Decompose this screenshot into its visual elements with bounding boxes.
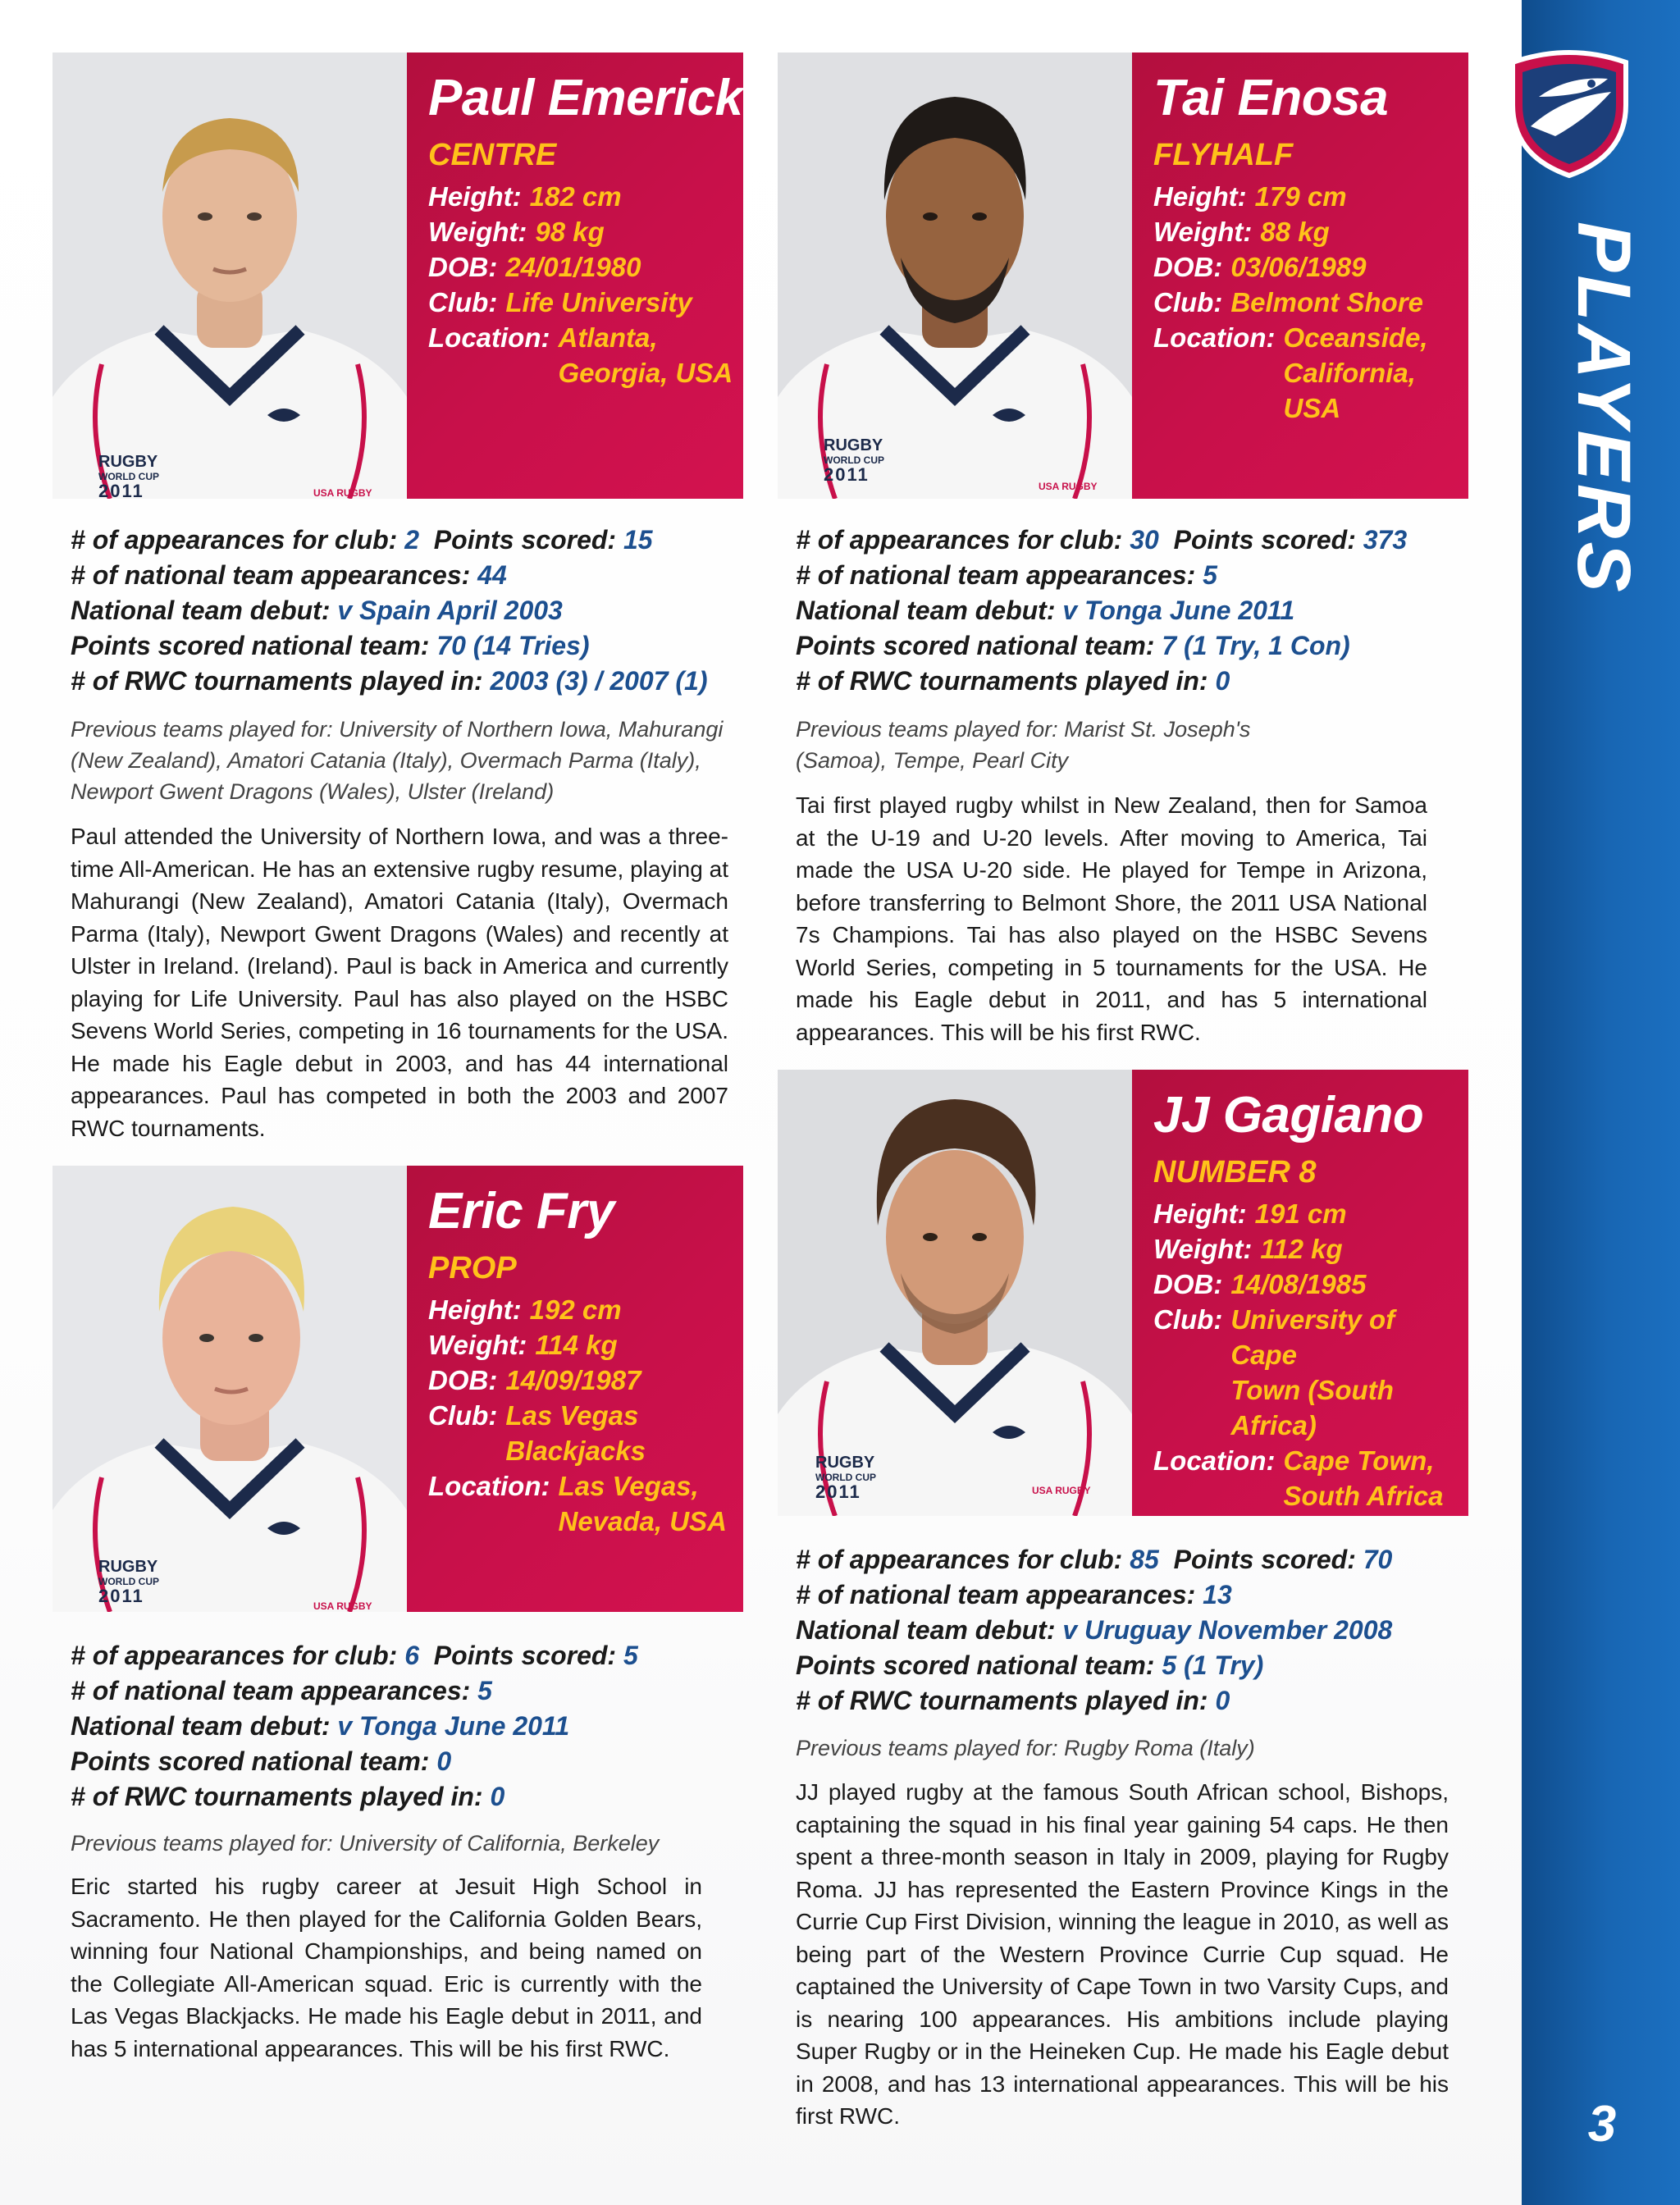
page-number: 3 <box>1587 2096 1617 2152</box>
section-title: PLAYERS <box>1562 221 1646 596</box>
fact-dob <box>428 249 743 285</box>
stat-label: # of RWC tournaments played in: <box>71 1782 483 1811</box>
previous-teams: Previous teams played for: Marist St. Joseph's (Samoa), Tempe, Pearl City <box>796 717 1251 773</box>
stat-value: 2 <box>404 525 420 555</box>
fact-value: 03/06/1989 <box>1230 252 1367 282</box>
stat-value: 5 <box>477 1676 492 1705</box>
stat-label: Points scored: <box>1173 525 1356 555</box>
rwc-badge-year: 2011 <box>824 464 870 485</box>
fact-dob <box>1153 1267 1468 1302</box>
rwc-badge <box>98 454 205 499</box>
player-name: JJ Gagiano <box>1153 1087 1424 1144</box>
fact-value: 192 cm <box>529 1294 622 1325</box>
player-info-panel <box>407 1166 743 1612</box>
fact-label: Weight: <box>428 1330 527 1360</box>
stat-label: # of appearances for club: <box>71 1641 398 1670</box>
player-card <box>778 1070 1468 1516</box>
fact-label: Weight: <box>1153 1234 1253 1264</box>
fact-location <box>428 1468 743 1539</box>
stat-debut <box>796 1613 1468 1648</box>
fact-value: Las Vegas, Nevada, USA <box>558 1471 727 1536</box>
player-position: NUMBER 8 <box>1153 1155 1317 1189</box>
stat-rwc <box>71 664 743 699</box>
stat-points-national <box>796 628 1468 664</box>
stat-value: v Tonga June 2011 <box>337 1711 570 1741</box>
player-bio: Paul attended the University of Northern Iowa, and was a three-time All-American. He has an extensive rugby resume, playing at Mahurangi (New Zealand), Amatori Catania (Italy), Overmach Parma (Italy), Newport Gwent Dragons (Wales) and recently at Ulster in Ireland. (Ireland). Paul is back in America and currently playing for Life University. Paul has also played on the HSBC Sevens World Series, competing in 16 tournaments for the USA. He made his Eagle debut in 2003, and has 44 international appearances. Paul has competed in both the 2003 and 2007 RWC tournaments. <box>71 824 728 1141</box>
stat-rwc <box>796 1683 1468 1719</box>
player-name: Paul Emerick <box>428 70 743 126</box>
stat-label: Points scored national team: <box>71 631 430 660</box>
stat-label: # of appearances for club: <box>796 525 1123 555</box>
player-position: FLYHALF <box>1153 138 1294 172</box>
stat-label: National team debut: <box>796 596 1056 625</box>
stat-debut <box>796 593 1468 628</box>
fact-value: Life University <box>505 287 692 317</box>
stat-value: v Tonga June 2011 <box>1062 596 1295 625</box>
usa-rugby-badge: USA RUGBY <box>313 1600 372 1612</box>
fact-label: Weight: <box>428 217 527 247</box>
stat-national-apps <box>71 1673 743 1709</box>
fact-value: University of Cape Town (South Africa) <box>1230 1304 1395 1440</box>
fact-value: 98 kg <box>535 217 605 247</box>
fact-value: Belmont Shore <box>1230 287 1424 317</box>
stat-value: 13 <box>1203 1580 1232 1609</box>
fact-value: 24/01/1980 <box>505 252 641 282</box>
fact-label: Club: <box>428 287 498 317</box>
fact-location <box>1153 320 1468 426</box>
player-stats <box>796 1542 1468 1719</box>
stat-rwc <box>71 1779 743 1815</box>
stat-value: 44 <box>477 560 507 590</box>
fact-label: Height: <box>1153 1198 1247 1229</box>
rwc-badge-line1: RUGBY <box>824 436 883 454</box>
fact-location <box>428 320 743 390</box>
player-name: Eric Fry <box>428 1183 614 1239</box>
player-photo <box>52 1166 407 1612</box>
stat-label: National team debut: <box>796 1615 1056 1645</box>
stat-label: # of national team appearances: <box>71 560 471 590</box>
rwc-badge <box>824 436 930 485</box>
rwc-badge <box>98 1559 205 1604</box>
fact-label: DOB: <box>428 1365 498 1395</box>
fact-value: 182 cm <box>529 181 622 212</box>
stat-value: 2003 (3) / 2007 (1) <box>490 666 708 696</box>
rwc-badge-year: 2011 <box>815 1481 861 1502</box>
rwc-badge <box>815 1455 922 1500</box>
rwc-badge-line2: WORLD CUP <box>824 454 884 466</box>
fact-label: Location: <box>1153 1445 1276 1476</box>
stat-value: 0 <box>1215 1686 1230 1715</box>
fact-height <box>428 179 743 214</box>
player-info-panel <box>1132 52 1468 499</box>
player-name: Tai Enosa <box>1153 70 1389 126</box>
stat-value: 5 (1 Try) <box>1162 1650 1264 1680</box>
player-position: CENTRE <box>428 138 557 172</box>
fact-label: Location: <box>1153 322 1276 353</box>
stat-label: # of RWC tournaments played in: <box>796 666 1208 696</box>
previous-teams: Previous teams played for: University of California, Berkeley <box>71 1831 660 1856</box>
stat-value: 7 (1 Try, 1 Con) <box>1162 631 1350 660</box>
fact-label: Club: <box>1153 1304 1223 1335</box>
fact-value: 114 kg <box>535 1330 618 1360</box>
fact-weight <box>1153 214 1468 249</box>
rwc-badge-line1: RUGBY <box>98 1558 158 1576</box>
fact-label: Weight: <box>1153 217 1253 247</box>
fact-weight <box>428 214 743 249</box>
fact-value: Oceanside, California, USA <box>1283 322 1428 423</box>
section-title-rotated <box>1563 221 1645 607</box>
player-info-panel <box>407 52 743 499</box>
player-portrait-illustration <box>52 1166 407 1612</box>
stat-club-apps <box>796 1542 1468 1577</box>
player-bio: Eric started his rugby career at Jesuit High School in Sacramento. He then played for the California Golden Bears, winning four National Championships, and being named on the Collegiate All-American squad. Eric is currently with the Las Vegas Blackjacks. He made his Eagle debut in 2011, and has 5 international appearances. This will be his first RWC. <box>71 1874 702 2061</box>
stat-value: 0 <box>436 1746 452 1776</box>
fact-label: DOB: <box>1153 1269 1223 1299</box>
stat-value: 5 <box>623 1641 638 1670</box>
stat-club-apps <box>71 523 743 558</box>
fact-label: DOB: <box>428 252 498 282</box>
stat-value: v Uruguay November 2008 <box>1062 1615 1393 1645</box>
player-photo <box>52 52 407 499</box>
player-card <box>52 52 743 499</box>
fact-value: 14/09/1987 <box>505 1365 641 1395</box>
stat-value: 0 <box>1215 666 1230 696</box>
player-facts <box>428 1292 743 1539</box>
player-portrait-illustration <box>52 52 407 499</box>
usa-rugby-badge: USA RUGBY <box>1039 481 1098 492</box>
stat-label: Points scored: <box>1173 1545 1356 1574</box>
rwc-badge-year: 2011 <box>98 1586 144 1606</box>
stat-label: # of national team appearances: <box>796 560 1196 590</box>
player-photo <box>778 1070 1132 1516</box>
stat-label: # of national team appearances: <box>796 1580 1196 1609</box>
fact-label: Height: <box>428 181 522 212</box>
fact-value: Las Vegas Blackjacks <box>505 1400 646 1466</box>
fact-value: 112 kg <box>1260 1234 1343 1264</box>
rwc-badge-line1: RUGBY <box>815 1454 875 1472</box>
stat-value: 70 (14 Tries) <box>436 631 590 660</box>
player-portrait-illustration <box>778 1070 1132 1516</box>
player-card <box>778 52 1468 499</box>
fact-label: DOB: <box>1153 252 1223 282</box>
fact-club <box>1153 1302 1468 1443</box>
stat-label: # of RWC tournaments played in: <box>796 1686 1208 1715</box>
usa-rugby-badge: USA RUGBY <box>1032 1485 1091 1496</box>
stat-value: v Spain April 2003 <box>337 596 563 625</box>
stat-label: # of appearances for club: <box>796 1545 1123 1574</box>
player-position: PROP <box>428 1251 517 1285</box>
stat-national-apps <box>796 558 1468 593</box>
stat-value: 85 <box>1130 1545 1159 1574</box>
usa-rugby-badge: USA RUGBY <box>313 487 372 499</box>
rwc-badge-line2: WORLD CUP <box>98 1576 159 1587</box>
rwc-badge-year: 2011 <box>98 481 144 499</box>
player-facts <box>428 179 743 390</box>
stat-value: 0 <box>490 1782 505 1811</box>
fact-weight <box>1153 1231 1468 1267</box>
stat-value: 70 <box>1363 1545 1393 1574</box>
stat-national-apps <box>796 1577 1468 1613</box>
stat-label: # of national team appearances: <box>71 1676 471 1705</box>
fact-height <box>428 1292 743 1327</box>
stat-points-national <box>796 1648 1468 1683</box>
stat-label: Points scored national team: <box>71 1746 430 1776</box>
stat-label: # of RWC tournaments played in: <box>71 666 483 696</box>
fact-height <box>1153 179 1468 214</box>
fact-label: Height: <box>1153 181 1247 212</box>
fact-club <box>1153 285 1468 320</box>
fact-dob <box>428 1363 743 1398</box>
previous-teams: Previous teams played for: University of Northern Iowa, Mahurangi (New Zealand), Amatori Catania (Italy), Overmach Parma (Italy), Newport Gwent Dragons (Wales), Ulster (Ireland) <box>71 717 724 804</box>
fact-dob <box>1153 249 1468 285</box>
player-facts <box>1153 179 1468 426</box>
usa-rugby-eagle-logo-icon <box>1506 48 1632 179</box>
fact-label: Club: <box>1153 287 1223 317</box>
fact-value: 191 cm <box>1254 1198 1347 1229</box>
stat-value: 30 <box>1130 525 1159 555</box>
stat-club-apps <box>796 523 1468 558</box>
stat-label: Points scored national team: <box>796 1650 1155 1680</box>
player-bio: JJ played rugby at the famous South African school, Bishops, captaining the squad in his final year gaining 54 caps. He then spent a three-month season in Italy in 2009, playing for Rugby Roma. JJ has represented the Eastern Province Kings in the Currie Cup First Division, winning the league in 2010, as well as being part of the Western Province Currie Cup squad. He captained the University of Cape Town in two Varsity Cups, and is nearing 100 appearances. His ambitions include playing Super Rugby or in the Heineken Cup. He made his Eagle debut in 2008, and has 13 international appearances. This will be his first RWC. <box>796 1779 1449 2129</box>
rwc-badge-line2: WORLD CUP <box>98 471 159 482</box>
stat-label: National team debut: <box>71 596 331 625</box>
stat-debut <box>71 593 743 628</box>
player-facts <box>1153 1196 1468 1513</box>
previous-teams: Previous teams played for: Rugby Roma (Italy) <box>796 1736 1255 1760</box>
stat-club-apps <box>71 1638 743 1673</box>
stat-national-apps <box>71 558 743 593</box>
rwc-badge-line2: WORLD CUP <box>815 1472 876 1483</box>
fact-label: Club: <box>428 1400 498 1431</box>
fact-label: Location: <box>428 1471 550 1501</box>
fact-value: Atlanta, Georgia, USA <box>558 322 733 388</box>
player-card <box>52 1166 743 1612</box>
fact-club <box>428 1398 743 1468</box>
fact-label: Location: <box>428 322 550 353</box>
stat-label: National team debut: <box>71 1711 331 1741</box>
fact-height <box>1153 1196 1468 1231</box>
player-stats <box>71 1638 743 1815</box>
fact-location <box>1153 1443 1468 1513</box>
stat-debut <box>71 1709 743 1744</box>
player-bio: Tai first played rugby whilst in New Zealand, then for Samoa at the U-19 and U-20 levels. After moving to America, Tai made the USA U-20 side. He played for Tempe in Arizona, before transferring to Belmont Shore, the 2011 USA National 7s Champions. Tai has also played on the HSBC Sevens World Series, competing in 5 tournaments for the USA. He made his Eagle debut in 2011, and has 5 international appearances. This will be his first RWC. <box>796 792 1427 1045</box>
fact-value: 88 kg <box>1260 217 1330 247</box>
player-photo <box>778 52 1132 499</box>
stat-label: # of appearances for club: <box>71 525 398 555</box>
stat-points-national <box>71 628 743 664</box>
fact-value: 14/08/1985 <box>1230 1269 1367 1299</box>
stat-label: Points scored national team: <box>796 631 1155 660</box>
player-portrait-illustration <box>778 52 1132 499</box>
fact-club <box>428 285 743 320</box>
rwc-badge-line1: RUGBY <box>98 453 158 471</box>
stat-value: 373 <box>1363 525 1408 555</box>
player-stats <box>71 523 743 699</box>
stat-value: 6 <box>404 1641 420 1670</box>
player-info-panel <box>1132 1070 1468 1516</box>
stat-value: 5 <box>1203 560 1217 590</box>
stat-points-national <box>71 1744 743 1779</box>
stat-label: Points scored: <box>433 525 617 555</box>
stat-value: 15 <box>623 525 653 555</box>
stat-label: Points scored: <box>433 1641 617 1670</box>
fact-label: Height: <box>428 1294 522 1325</box>
stat-rwc <box>796 664 1468 699</box>
player-stats <box>796 523 1468 699</box>
fact-weight <box>428 1327 743 1363</box>
fact-value: Cape Town, South Africa <box>1283 1445 1444 1511</box>
fact-value: 179 cm <box>1254 181 1347 212</box>
